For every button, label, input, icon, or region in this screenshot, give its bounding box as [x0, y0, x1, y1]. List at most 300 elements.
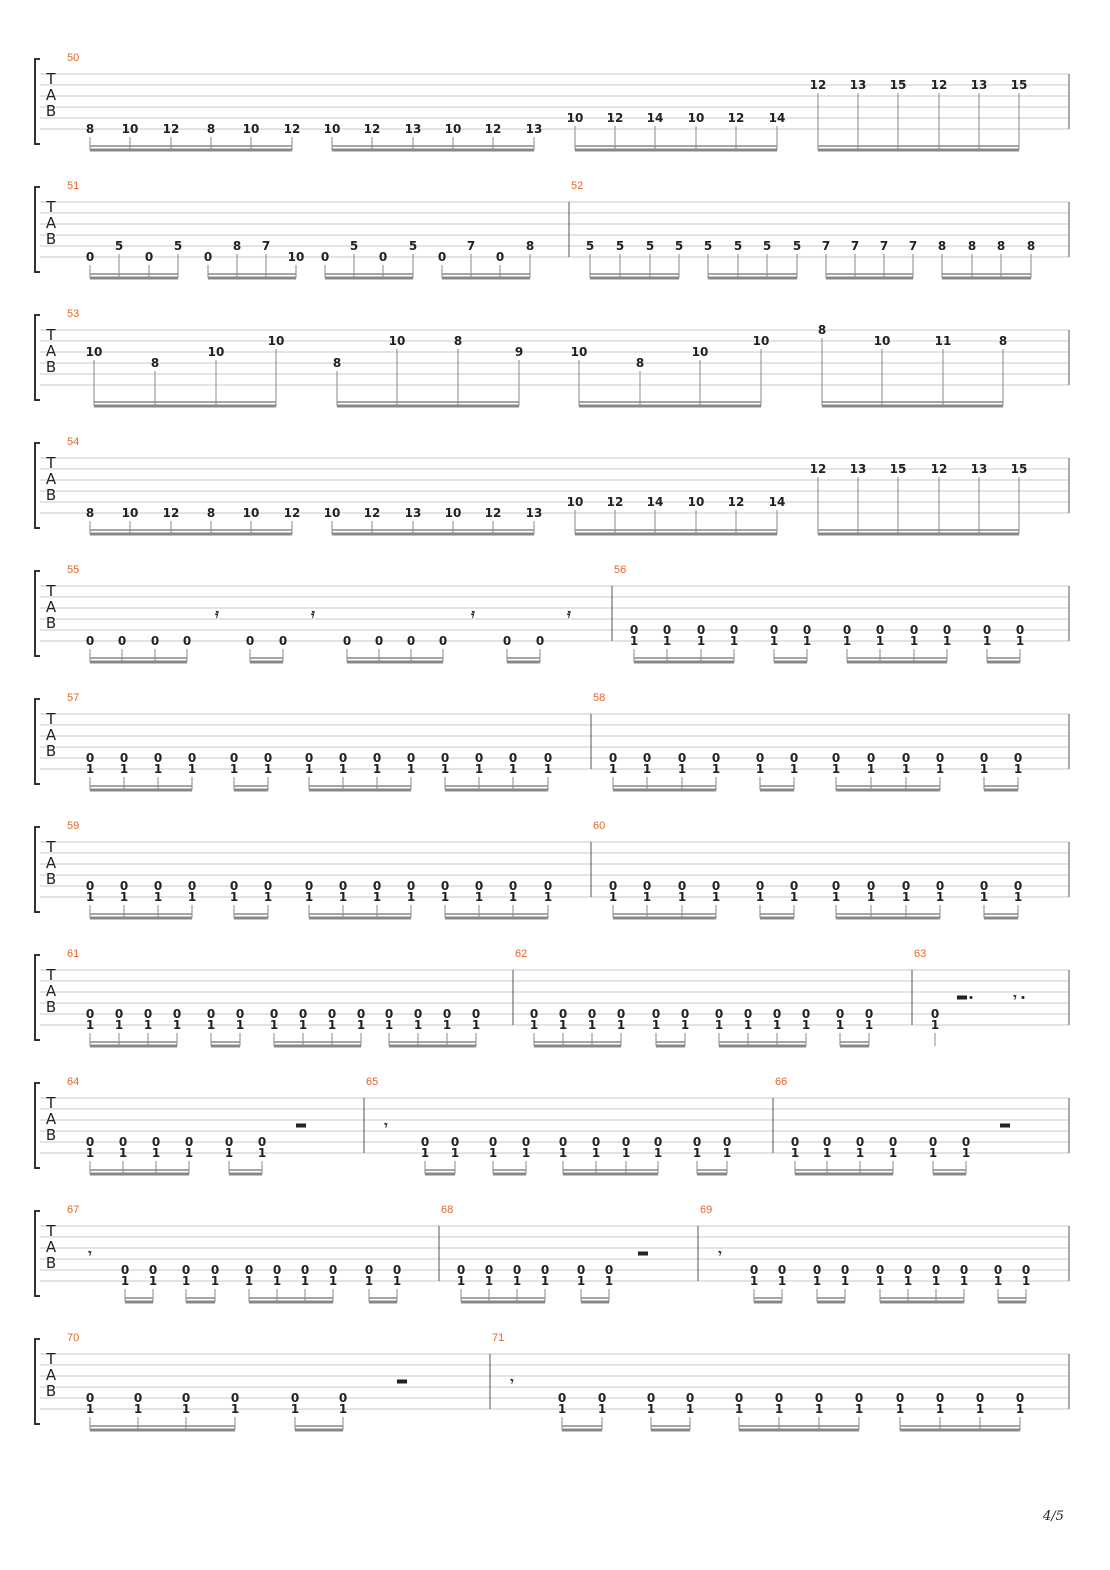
fret-number: 8 — [525, 239, 535, 253]
fret-number: 1 — [677, 890, 687, 904]
fret-number: 10 — [752, 334, 770, 348]
fret-number: 0 — [930, 1007, 940, 1021]
fret-number: 8 — [85, 122, 95, 136]
tab-clef-letter: T — [46, 326, 56, 344]
fret-number: 1 — [372, 762, 382, 776]
fret-number: 0 — [203, 250, 213, 264]
fret-number: 1 — [801, 1018, 811, 1032]
fret-number: 1 — [521, 1146, 531, 1160]
tab-clef-letter: T — [46, 838, 56, 856]
fret-number: 0 — [298, 1007, 308, 1021]
fret-number: 1 — [685, 1402, 695, 1416]
fret-number: 0 — [696, 623, 706, 637]
fret-number: 13 — [404, 506, 422, 520]
fret-number: 1 — [420, 1146, 430, 1160]
fret-number: 7 — [261, 239, 271, 253]
fret-number: 0 — [812, 1263, 822, 1277]
fret-number: 8 — [85, 506, 95, 520]
tab-clef-letter: B — [45, 998, 57, 1016]
fret-number: 0 — [942, 623, 952, 637]
fret-number: 10 — [242, 506, 260, 520]
fret-number: 7 — [850, 239, 860, 253]
fret-number: 0 — [1021, 1263, 1031, 1277]
tab-clef-letter: B — [45, 486, 57, 504]
fret-number: 1 — [512, 1274, 522, 1288]
fret-number: 1 — [328, 1274, 338, 1288]
fret-number: 1 — [802, 634, 812, 648]
fret-number: 1 — [153, 890, 163, 904]
measure-number: 54 — [67, 436, 80, 448]
fret-number: 1 — [616, 1018, 626, 1032]
fret-number: 0 — [901, 879, 911, 893]
fret-number: 1 — [722, 1146, 732, 1160]
fret-number: 5 — [792, 239, 802, 253]
fret-number: 0 — [866, 879, 876, 893]
fret-number: 0 — [85, 879, 95, 893]
fret-number: 1 — [831, 890, 841, 904]
page-number: 4/5 — [1043, 1509, 1064, 1524]
measure-number: 70 — [67, 1332, 80, 1344]
fret-number: 15 — [889, 462, 907, 476]
fret-number: 0 — [442, 1007, 452, 1021]
fret-number: 0 — [529, 1007, 539, 1021]
fret-number: 1 — [755, 762, 765, 776]
fret-number: 1 — [714, 1018, 724, 1032]
fret-number: 0 — [384, 1007, 394, 1021]
fret-number: 5 — [408, 239, 418, 253]
fret-number: 0 — [512, 1263, 522, 1277]
fret-number: 10 — [566, 495, 584, 509]
fret-number: 8 — [996, 239, 1006, 253]
eighth-rest-icon: 𝄾 — [384, 1118, 388, 1133]
fret-number: 0 — [117, 634, 127, 648]
fret-number: 8 — [998, 334, 1008, 348]
fret-number: 5 — [674, 239, 684, 253]
fret-number: 1 — [471, 1018, 481, 1032]
fret-number: 1 — [440, 762, 450, 776]
fret-number: 0 — [642, 751, 652, 765]
fret-number: 8 — [635, 356, 645, 370]
fret-number: 0 — [711, 751, 721, 765]
fret-number: 1 — [979, 890, 989, 904]
measure-number: 59 — [67, 820, 80, 832]
fret-number: 0 — [903, 1263, 913, 1277]
fret-number: 0 — [895, 1391, 905, 1405]
fret-number: 0 — [364, 1263, 374, 1277]
fret-number: 1 — [1021, 1274, 1031, 1288]
fret-number: 5 — [703, 239, 713, 253]
fret-number: 1 — [855, 1146, 865, 1160]
tab-clef-letter: A — [45, 1238, 57, 1256]
fret-number: 1 — [290, 1402, 300, 1416]
fret-number: 0 — [802, 623, 812, 637]
fret-number: 1 — [440, 890, 450, 904]
fret-number: 11 — [934, 334, 952, 348]
fret-number: 0 — [342, 634, 352, 648]
fret-number: 0 — [755, 751, 765, 765]
fret-number: 0 — [642, 879, 652, 893]
fret-number: 1 — [604, 1274, 614, 1288]
fret-number: 7 — [879, 239, 889, 253]
fret-number: 1 — [608, 890, 618, 904]
fret-number: 12 — [930, 462, 948, 476]
fret-number: 0 — [597, 1391, 607, 1405]
fret-number: 1 — [119, 762, 129, 776]
fret-number: 8 — [1026, 239, 1036, 253]
fret-number: 1 — [356, 1018, 366, 1032]
fret-number: 0 — [774, 1391, 784, 1405]
tab-clef-letter: T — [46, 710, 56, 728]
measure-number: 61 — [67, 948, 80, 960]
fret-number: 0 — [864, 1007, 874, 1021]
fret-number: 1 — [789, 762, 799, 776]
fret-number: 13 — [849, 78, 867, 92]
fret-number: 1 — [875, 1274, 885, 1288]
fret-number: 0 — [901, 751, 911, 765]
fret-number: 0 — [413, 1007, 423, 1021]
fret-number: 0 — [372, 879, 382, 893]
fret-number: 0 — [206, 1007, 216, 1021]
fret-number: 15 — [1010, 462, 1028, 476]
fret-number: 0 — [338, 1391, 348, 1405]
fret-number: 1 — [935, 890, 945, 904]
fret-number: 1 — [120, 1274, 130, 1288]
fret-number: 0 — [711, 879, 721, 893]
fret-number: 1 — [181, 1402, 191, 1416]
fret-number: 8 — [232, 239, 242, 253]
tab-clef-letter: B — [45, 102, 57, 120]
fret-number: 0 — [743, 1007, 753, 1021]
fret-number: 1 — [114, 1018, 124, 1032]
fret-number: 0 — [714, 1007, 724, 1021]
fret-number: 1 — [935, 1402, 945, 1416]
fret-number: 1 — [866, 890, 876, 904]
fret-number: 5 — [733, 239, 743, 253]
fret-number: 1 — [143, 1018, 153, 1032]
fret-number: 1 — [772, 1018, 782, 1032]
fret-number: 0 — [406, 634, 416, 648]
fret-number: 0 — [440, 751, 450, 765]
half-rest-icon — [638, 1252, 648, 1256]
staff-system-8 — [35, 948, 1069, 1046]
fret-number: 1 — [474, 762, 484, 776]
fret-number: 0 — [651, 1007, 661, 1021]
fret-number: 0 — [85, 1135, 95, 1149]
fret-number: 0 — [120, 1263, 130, 1277]
fret-number: 0 — [772, 1007, 782, 1021]
fret-number: 0 — [1013, 879, 1023, 893]
tab-clef-letter: B — [45, 614, 57, 632]
tab-clef-letter: B — [45, 870, 57, 888]
fret-number: 12 — [484, 122, 502, 136]
fret-number: 0 — [484, 1263, 494, 1277]
fret-number: 0 — [789, 751, 799, 765]
fret-number: 0 — [935, 751, 945, 765]
fret-number: 1 — [875, 634, 885, 648]
fret-number: 1 — [557, 1402, 567, 1416]
eighth-rest-icon: 𝄿 — [311, 606, 315, 621]
tab-clef-letter: A — [45, 342, 57, 360]
fret-number: 0 — [438, 634, 448, 648]
fret-number: 1 — [755, 890, 765, 904]
fret-number: 10 — [121, 122, 139, 136]
fret-number: 0 — [263, 879, 273, 893]
fret-number: 1 — [942, 634, 952, 648]
fret-number: 1 — [372, 890, 382, 904]
staff-system-1 — [35, 52, 1069, 150]
fret-number: 1 — [244, 1274, 254, 1288]
measure-number: 52 — [571, 180, 584, 192]
fret-number: 0 — [356, 1007, 366, 1021]
fret-number: 1 — [257, 1146, 267, 1160]
eighth-rest-icon: 𝄿 — [215, 606, 219, 621]
fret-number: 1 — [982, 634, 992, 648]
fret-number: 1 — [187, 762, 197, 776]
fret-number: 1 — [979, 762, 989, 776]
fret-number: 0 — [755, 879, 765, 893]
fret-number: 0 — [789, 879, 799, 893]
fret-number: 1 — [734, 1402, 744, 1416]
fret-number: 12 — [283, 506, 301, 520]
fret-number: 1 — [749, 1274, 759, 1288]
fret-number: 8 — [150, 356, 160, 370]
fret-number: 1 — [711, 762, 721, 776]
fret-number: 12 — [727, 495, 745, 509]
fret-number: 1 — [151, 1146, 161, 1160]
tab-clef-letter: A — [45, 982, 57, 1000]
fret-number: 0 — [680, 1007, 690, 1021]
fret-number: 1 — [842, 634, 852, 648]
fret-number: 1 — [413, 1018, 423, 1032]
system-bracket — [35, 699, 40, 784]
fret-number: 0 — [187, 879, 197, 893]
tab-clef-letter: A — [45, 1366, 57, 1384]
fret-number: 5 — [585, 239, 595, 253]
fret-number: 0 — [835, 1007, 845, 1021]
tab-clef-letter: B — [45, 1126, 57, 1144]
fret-number: 1 — [210, 1274, 220, 1288]
fret-number: 1 — [629, 634, 639, 648]
fret-number: 1 — [961, 1146, 971, 1160]
fret-number: 0 — [935, 879, 945, 893]
fret-number: 5 — [349, 239, 359, 253]
fret-number: 0 — [85, 1391, 95, 1405]
fret-number: 13 — [849, 462, 867, 476]
fret-number: 8 — [332, 356, 342, 370]
fret-number: 10 — [323, 122, 341, 136]
tab-clef-letter: T — [46, 582, 56, 600]
fret-number: 12 — [363, 122, 381, 136]
fret-number: 0 — [888, 1135, 898, 1149]
half-rest-icon — [397, 1380, 407, 1384]
staff-system-3 — [35, 308, 1069, 406]
fret-number: 7 — [908, 239, 918, 253]
fret-number: 1 — [789, 890, 799, 904]
fret-number: 0 — [406, 751, 416, 765]
fret-number: 1 — [230, 1402, 240, 1416]
fret-number: 1 — [993, 1274, 1003, 1288]
fret-number: 0 — [269, 1007, 279, 1021]
half-rest-icon — [957, 996, 967, 1000]
fret-number: 1 — [442, 1018, 452, 1032]
fret-number: 1 — [696, 634, 706, 648]
fret-number: 0 — [257, 1135, 267, 1149]
fret-number: 0 — [540, 1263, 550, 1277]
fret-number: 0 — [535, 634, 545, 648]
fret-number: 0 — [328, 1263, 338, 1277]
fret-number: 0 — [677, 879, 687, 893]
fret-number: 1 — [406, 890, 416, 904]
fret-number: 0 — [437, 250, 447, 264]
fret-number: 0 — [975, 1391, 985, 1405]
fret-number: 1 — [384, 1018, 394, 1032]
eighth-rest-icon: 𝄾 — [718, 1246, 722, 1261]
fret-number: 1 — [901, 762, 911, 776]
fret-number: 0 — [931, 1263, 941, 1277]
fret-number: 8 — [453, 334, 463, 348]
fret-number: 7 — [466, 239, 476, 253]
fret-number: 14 — [768, 111, 786, 125]
fret-number: 0 — [769, 623, 779, 637]
fret-number: 12 — [606, 495, 624, 509]
tab-clef-letter: A — [45, 854, 57, 872]
half-rest-icon — [296, 1124, 306, 1128]
measure-number: 51 — [67, 180, 80, 192]
fret-number: 1 — [597, 1402, 607, 1416]
measure-number: 53 — [67, 308, 80, 320]
fret-number: 1 — [1013, 890, 1023, 904]
tab-clef-letter: A — [45, 214, 57, 232]
eighth-rest-icon: 𝄾 — [1013, 990, 1017, 1005]
fret-number: 1 — [587, 1018, 597, 1032]
fret-number: 1 — [85, 1146, 95, 1160]
measure-number: 66 — [775, 1076, 788, 1088]
fret-number: 0 — [928, 1135, 938, 1149]
fret-number: 1 — [181, 1274, 191, 1288]
fret-number: 0 — [244, 1263, 254, 1277]
fret-number: 13 — [970, 462, 988, 476]
fret-number: 0 — [543, 751, 553, 765]
fret-number: 1 — [450, 1146, 460, 1160]
fret-number: 1 — [229, 890, 239, 904]
measure-number: 63 — [914, 948, 927, 960]
fret-number: 1 — [224, 1146, 234, 1160]
tab-clef-letter: A — [45, 726, 57, 744]
rest-dot-icon — [1022, 996, 1025, 999]
fret-number: 0 — [119, 751, 129, 765]
fret-number: 1 — [651, 1018, 661, 1032]
fret-number: 1 — [85, 1402, 95, 1416]
fret-number: 1 — [854, 1402, 864, 1416]
fret-number: 0 — [450, 1135, 460, 1149]
half-rest-icon — [1000, 1124, 1010, 1128]
system-bracket — [35, 827, 40, 912]
measure-number: 62 — [515, 948, 528, 960]
fret-number: 10 — [207, 345, 225, 359]
fret-number: 1 — [206, 1018, 216, 1032]
fret-number: 1 — [558, 1146, 568, 1160]
fret-number: 0 — [734, 1391, 744, 1405]
fret-number: 0 — [187, 751, 197, 765]
fret-number: 1 — [540, 1274, 550, 1288]
fret-number: 10 — [566, 111, 584, 125]
fret-number: 1 — [172, 1018, 182, 1032]
fret-number: 12 — [727, 111, 745, 125]
fret-number: 10 — [287, 250, 305, 264]
fret-number: 10 — [85, 345, 103, 359]
system-bracket — [35, 315, 40, 400]
fret-number: 1 — [928, 1146, 938, 1160]
fret-number: 1 — [812, 1274, 822, 1288]
fret-number: 0 — [576, 1263, 586, 1277]
fret-number: 0 — [392, 1263, 402, 1277]
fret-number: 1 — [184, 1146, 194, 1160]
fret-number: 1 — [866, 762, 876, 776]
fret-number: 1 — [300, 1274, 310, 1288]
fret-number: 0 — [184, 1135, 194, 1149]
fret-number: 0 — [320, 250, 330, 264]
fret-number: 10 — [388, 334, 406, 348]
fret-number: 0 — [608, 879, 618, 893]
tab-clef-letter: B — [45, 1382, 57, 1400]
fret-number: 12 — [162, 122, 180, 136]
fret-number: 1 — [1013, 762, 1023, 776]
fret-number: 0 — [278, 634, 288, 648]
fret-number: 7 — [821, 239, 831, 253]
fret-number: 0 — [230, 1391, 240, 1405]
fret-number: 0 — [245, 634, 255, 648]
tab-clef-letter: A — [45, 598, 57, 616]
fret-number: 0 — [558, 1007, 568, 1021]
fret-number: 0 — [653, 1135, 663, 1149]
rest-dot-icon — [970, 996, 973, 999]
fret-number: 0 — [558, 1135, 568, 1149]
fret-number: 0 — [300, 1263, 310, 1277]
fret-number: 1 — [85, 762, 95, 776]
system-bracket — [35, 1339, 40, 1424]
fret-number: 0 — [855, 1135, 865, 1149]
tab-clef-letter: B — [45, 742, 57, 760]
fret-number: 0 — [372, 751, 382, 765]
fret-number: 1 — [529, 1018, 539, 1032]
staff-system-4 — [35, 436, 1069, 534]
system-bracket — [35, 955, 40, 1040]
fret-number: 0 — [616, 1007, 626, 1021]
fret-number: 5 — [173, 239, 183, 253]
tab-clef-letter: A — [45, 470, 57, 488]
fret-number: 0 — [875, 1263, 885, 1277]
tab-clef-letter: T — [46, 454, 56, 472]
fret-number: 0 — [210, 1263, 220, 1277]
fret-number: 0 — [181, 1263, 191, 1277]
fret-number: 0 — [148, 1263, 158, 1277]
fret-number: 1 — [831, 762, 841, 776]
fret-number: 0 — [229, 751, 239, 765]
fret-number: 0 — [982, 623, 992, 637]
fret-number: 1 — [642, 762, 652, 776]
fret-number: 0 — [749, 1263, 759, 1277]
fret-number: 1 — [298, 1018, 308, 1032]
fret-number: 0 — [85, 1007, 95, 1021]
fret-number: 10 — [570, 345, 588, 359]
fret-number: 1 — [508, 890, 518, 904]
tab-clef-letter: B — [45, 1254, 57, 1272]
fret-number: 0 — [608, 751, 618, 765]
fret-number: 0 — [182, 634, 192, 648]
fret-number: 0 — [814, 1391, 824, 1405]
fret-number: 10 — [242, 122, 260, 136]
fret-number: 1 — [338, 890, 348, 904]
